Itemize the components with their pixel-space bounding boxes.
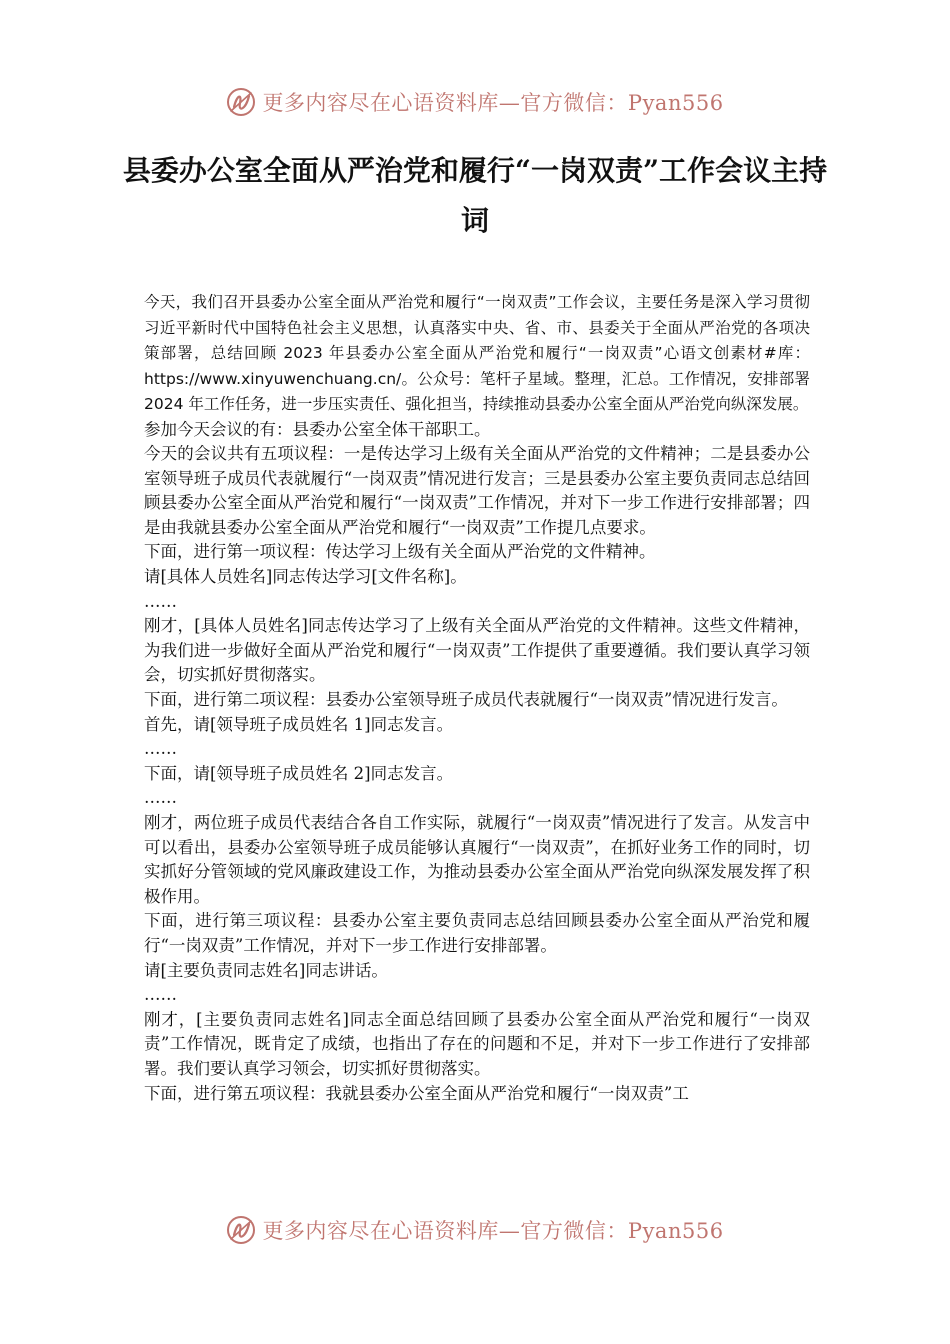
paragraph: 刚才，[具体人员姓名]同志传达学习了上级有关全面从严治党的文件精神。这些文件精神，为我们进一步做好全面从严治党和履行“一岗双责”工作提供了重要遵循。我们要认真学习领会，切实抓好贯彻落实。 xyxy=(144,616,810,685)
watermark-text: 更多内容尽在心语资料库—官方微信：Pyan556 xyxy=(262,91,724,115)
paragraph: 下面，进行第三项议程：县委办公室主要负责同志总结回顾县委办公室全面从严治党和履行“一岗双责”工作情况，并对下一步工作进行安排部署。 xyxy=(144,911,810,955)
paragraph: 下面，进行第一项议程：传达学习上级有关全面从严治党的文件精神。 xyxy=(144,542,656,562)
paragraph: 下面，进行第五项议程：我就县委办公室全面从严治党和履行“一岗双责”工 xyxy=(144,1083,689,1103)
paragraph: 参加今天会议的有：县委办公室全体干部职工。 xyxy=(144,419,491,439)
paragraph: 刚才，两位班子成员代表结合各自工作实际，就履行“一岗双责”情况进行了发言。从发言中可以看出，县委办公室领导班子成员能够认真履行“一岗双责”，在抓好业务工作的同时，切实抓好分管领域的党风廉政建设工作，为推动县委办公室全面从严治党向纵深发展发挥了积极作用。 xyxy=(144,813,810,906)
paragraph: 今天的会议共有五项议程：一是传达学习上级有关全面从严治党的文件精神；二是县委办公室领导班子成员代表就履行“一岗双责”情况进行发言；三是县委办公室主要负责同志总结回顾县委办公室全面从严治党和履行“一岗双责”工作情况，并对下一步工作进行安排部署；四是由我就县委办公室全面从严治党和履行“一岗双责”工作提几点要求。 xyxy=(144,444,810,537)
paragraph: 首先，请[领导班子成员姓名 1]同志发言。 xyxy=(144,714,454,734)
document-title: 县委办公室全面从严治党和履行“一岗双责”工作会议主持词 xyxy=(122,154,828,237)
document-body xyxy=(144,290,810,1106)
ellipsis-paragraph: …… xyxy=(144,985,177,1005)
ellipsis-paragraph: …… xyxy=(144,739,177,759)
paragraph: 请[具体人员姓名]同志传达学习[文件名称]。 xyxy=(144,567,467,587)
footer-watermark xyxy=(0,1212,950,1248)
paragraph: 下面，请[领导班子成员姓名 2]同志发言。 xyxy=(144,763,454,783)
paragraph: 请[主要负责同志姓名]同志讲话。 xyxy=(144,960,388,980)
intro-paragraph: 今天，我们召开县委办公室全面从严治党和履行“一岗双责”工作会议，主要任务是深入学习贯彻习近平新时代中国特色社会主义思想，认真落实中央、省、市、县委关于全面从严治党的各项决策部署，总结回顾 2023 年县委办公室全面从严治党和履行“一岗双责”心语文创素材#库：https://www.xinyuwenchuang.cn/。公众号：笔杆子星域。整理，汇总。工作情况，安排部署 2024 年工作任务，进一步压实责任、强化担当，持续推动县委办公室全面从严治党向纵深发展。 xyxy=(144,293,810,413)
ellipsis-paragraph: …… xyxy=(144,788,177,808)
watermark-text: 更多内容尽在心语资料库—官方微信：Pyan556 xyxy=(262,1219,724,1243)
paragraph: 下面，进行第二项议程：县委办公室领导班子成员代表就履行“一岗双责”情况进行发言。 xyxy=(144,690,788,710)
header-watermark xyxy=(0,84,950,120)
paragraph: 刚才，[主要负责同志姓名]同志全面总结回顾了县委办公室全面从严治党和履行“一岗双责”工作情况，既肯定了成绩，也指出了存在的问题和不足，并对下一步工作进行了安排部署。我们要认真学习领会，切实抓好贯彻落实。 xyxy=(144,1009,810,1078)
signature-logo-icon xyxy=(226,1215,256,1245)
signature-logo-icon xyxy=(226,87,256,117)
ellipsis-paragraph: …… xyxy=(144,591,177,611)
